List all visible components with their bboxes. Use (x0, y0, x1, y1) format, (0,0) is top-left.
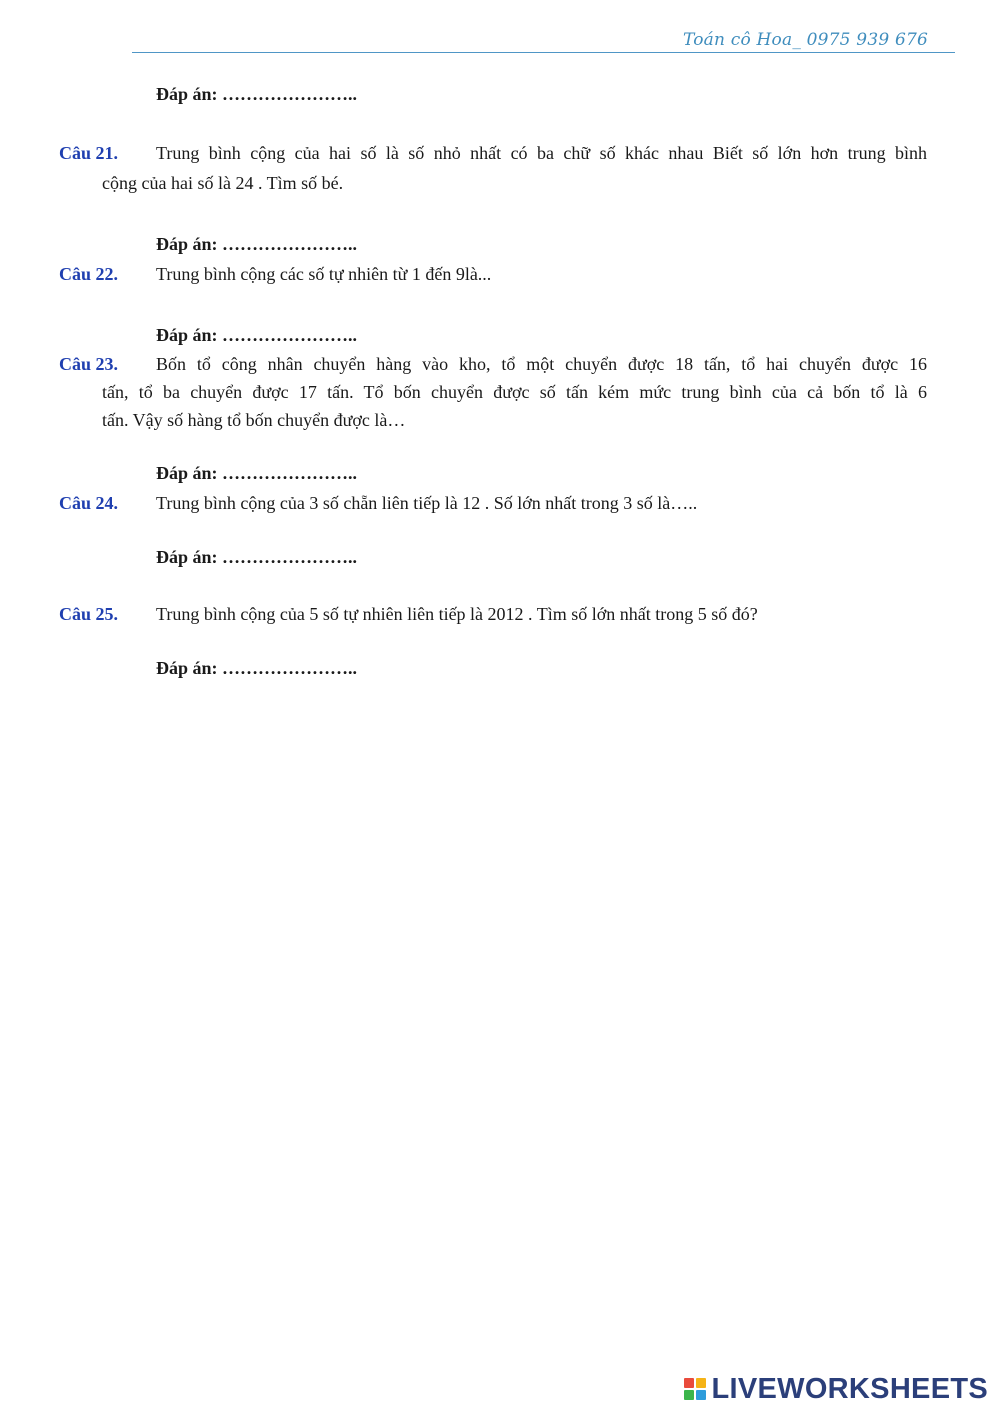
header-rule (132, 52, 955, 53)
question-label-21: Câu 21. (59, 143, 119, 163)
question-label-25: Câu 25. (59, 604, 119, 624)
question-text-25-line-1: Trung bình cộng của 5 số tự nhiên liên tiếp là 2012 . Tìm số lớn nhất trong 5 số đó? (156, 604, 758, 624)
logo-square-green (684, 1390, 694, 1400)
answer-line-24: Đáp án: ………………….. (156, 547, 358, 567)
question-text-22-line-1: Trung bình cộng các số tự nhiên từ 1 đến 9là... (156, 264, 492, 284)
answer-line-25: Đáp án: ………………….. (156, 658, 358, 678)
question-text-23-line-3: tấn. Vậy số hàng tổ bốn chuyển được là… (102, 410, 406, 430)
question-text-24-line-1: Trung bình cộng của 3 số chẵn liên tiếp là 12 . Số lớn nhất trong 3 số là….. (156, 493, 698, 513)
page-header-text: Toán cô Hoa_ 0975 939 676 (683, 30, 928, 50)
question-label-22: Câu 22. (59, 264, 119, 284)
question-text-21-line-2: cộng của hai số là 24 . Tìm số bé. (102, 173, 344, 193)
liveworksheets-logo-icon (684, 1378, 706, 1400)
question-text-21-line-1: Trung bình cộng của hai số là số nhỏ nhất có ba chữ số khác nhau Biết số lớn hơn trung bình (156, 143, 927, 163)
question-text-23-line-2: tấn, tổ ba chuyển được 17 tấn. Tổ bốn chuyển được số tấn kém mức trung bình của cả bốn tổ là 6 (102, 382, 927, 402)
liveworksheets-logo-text: LIVEWORKSHEETS (711, 1372, 988, 1405)
answer-line: Đáp án: ………………….. (156, 84, 358, 104)
question-label-23: Câu 23. (59, 354, 119, 374)
logo-square-yellow (696, 1378, 706, 1388)
answer-line-23: Đáp án: ………………….. (156, 463, 358, 483)
logo-square-blue (696, 1390, 706, 1400)
question-text-23-line-1: Bốn tổ công nhân chuyển hàng vào kho, tổ một chuyển được 18 tấn, tổ hai chuyển được 16 (156, 354, 927, 374)
question-label-24: Câu 24. (59, 493, 119, 513)
logo-square-red (684, 1378, 694, 1388)
answer-line-21: Đáp án: ………………….. (156, 234, 358, 254)
liveworksheets-logo (684, 1372, 989, 1406)
answer-line-22: Đáp án: ………………….. (156, 325, 358, 345)
